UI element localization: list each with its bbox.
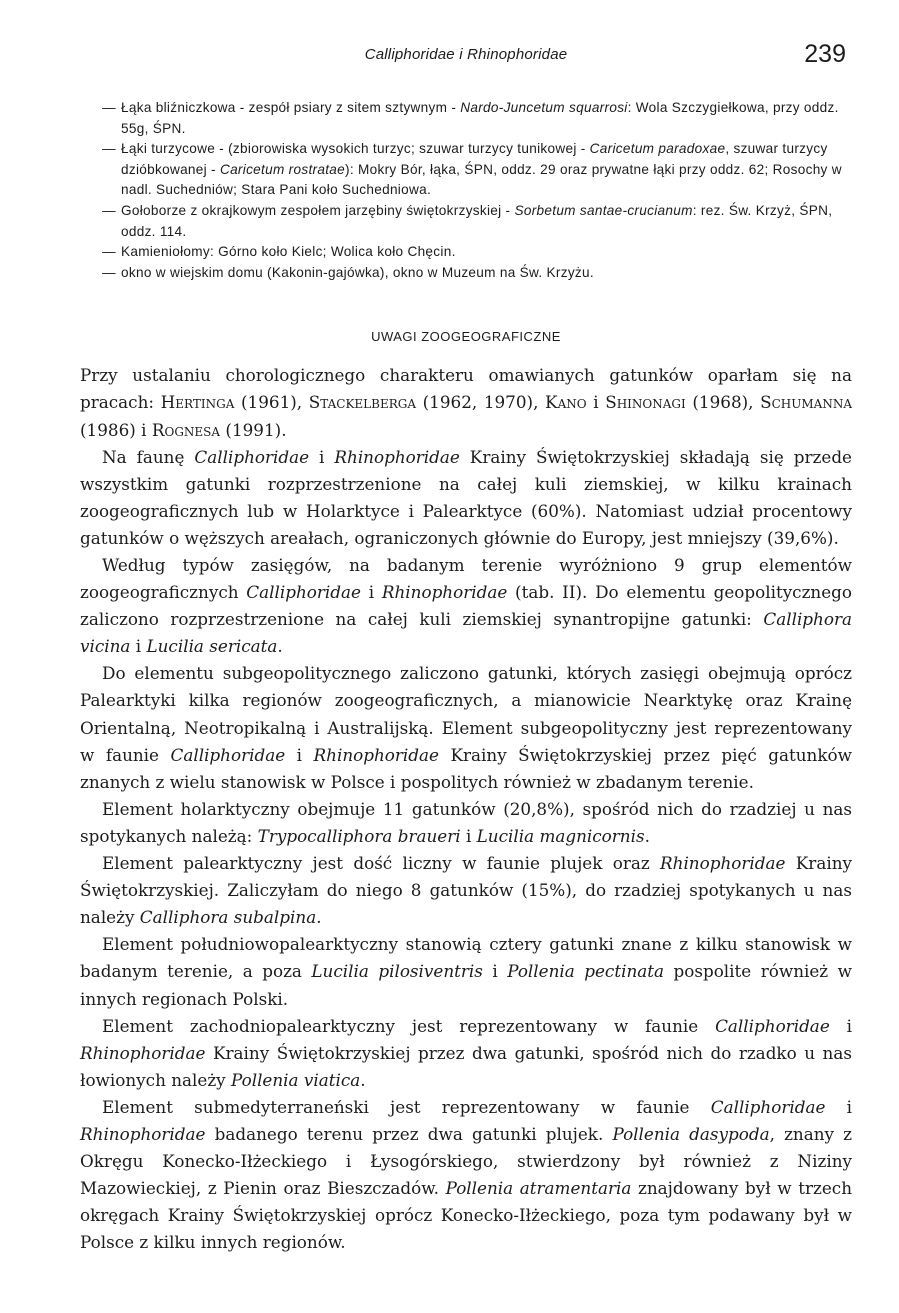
text-run: (1991). [220, 419, 287, 440]
text-run: Kamieniołomy: Górno koło Kielc; Wolica koło Chęcin. [121, 244, 456, 260]
taxon-name: Lucilia sericata [146, 636, 278, 657]
text-run: znajdowany był w trzech okręgach Krainy Świętokrzyskiej oprócz Konecko-Iłżeckiego, poza tym podawany był w Polsce z kilku innych regionów. [80, 1178, 852, 1253]
author-citation: Stackelberga [308, 392, 417, 413]
text-run: i [309, 446, 335, 467]
taxon-name: Caricetum rostratae [219, 161, 346, 177]
paragraph [80, 1094, 852, 1257]
book-page [80, 40, 852, 1256]
paragraph [80, 444, 852, 552]
author-citation: Rognesa [151, 419, 221, 440]
paragraph [80, 931, 852, 1012]
habitat-item [80, 263, 852, 284]
taxon-name: Calliphoridae [246, 582, 361, 603]
text-run: Gołoborze z okrajkowym zespołem jarzębiny świętokrzyskiej - [121, 202, 515, 218]
page-number: 239 [804, 40, 846, 68]
text-run: i [825, 1096, 853, 1117]
taxon-name: Calliphoridae [715, 1015, 830, 1036]
taxon-name: Sorbetum santae-crucianum [514, 202, 693, 218]
taxon-name: Pollenia atramentaria [445, 1178, 632, 1199]
text-run: i [360, 582, 382, 603]
paragraph [80, 1013, 852, 1094]
text-run: Na faunę [102, 446, 195, 467]
taxon-name: Trypocalliphora braueri [257, 825, 461, 846]
text-run: Do elementu subgeopolitycznego zaliczono gatunki, których zasięgi obejmują oprócz Palearktyki kilka regionów zoogeograficznych, a mianowicie Nearktykę oraz Krainę Orientalną, Neotropikalną i Australijską. Element subgeopolityczny jest reprezentowany w faunie [80, 663, 852, 765]
text-run: Krainy Świętokrzyskiej. Zaliczyłam do niego 8 gatunków (15%), do rzadziej spotykanych u nas należy [80, 853, 852, 928]
text-run: : rez. Św. Krzyż, ŚPN, oddz. 114. [121, 202, 833, 239]
text-run: (1986) i [80, 419, 152, 440]
text-run: i [285, 744, 314, 765]
text-run: Krainy Świętokrzyskiej przez pięć gatunków znanych z wielu stanowisk w Polsce i pospolitych również w zbadanym terenie. [80, 744, 852, 792]
text-run: , znany z Okręgu Konecko-Iłżeckiego i Łysogórskiego, stwierdzony był również z Niziny Mazowieckiej, z Pienin oraz Bieszczadów. [80, 1123, 852, 1199]
text-run: : Wola Szczygiełkowa, przy oddz. 55g, ŚPN. [121, 100, 839, 136]
taxon-name: Calliphoridae [194, 446, 310, 467]
text-run: Krainy Świętokrzyskiej przez dwa gatunki, spośród nich do rzadko u nas łowionych należy [80, 1042, 852, 1090]
taxon-name: Rhinophoridae [660, 853, 786, 874]
text-run: Krainy Świętokrzyskiej składają się przede wszystkim gatunki rozprzestrzenione na całej kuli ziemskiej, w kilku krainach zoogeograficznych lub w Holarktyce i Palearktyce (60%). Natomiast udział procentowy gatunków o węższych areałach, ograniczonych głównie do Europy, jest mniejszy (39,6%). [80, 446, 852, 548]
author-citation: Hertinga [160, 392, 235, 413]
text-run: Element holarktyczny obejmuje 11 gatunków (20,8%), spośród nich do rzadziej u nas spotykanych należą: [80, 798, 852, 846]
section-heading: UWAGI ZOOGEOGRAFICZNE [371, 329, 561, 345]
habitat-item [80, 98, 852, 139]
text-run: (1962, 1970), [416, 392, 546, 413]
text-run: i [130, 636, 147, 657]
paragraph [80, 660, 852, 795]
text-run: . [644, 825, 650, 846]
taxon-name: Calliphora vicina [80, 609, 852, 657]
taxon-name: Pollenia pectinata [507, 961, 665, 982]
running-title: Calliphoridae i Rhinophoridae [364, 46, 568, 63]
habitat-item [80, 139, 852, 201]
author-citation: Shinonagi [605, 392, 686, 413]
taxon-name: Calliphora subalpina [139, 907, 317, 928]
taxon-name: Lucilia magnicornis [476, 825, 645, 846]
taxon-name: Calliphoridae [710, 1096, 826, 1117]
text-run: Przy ustalaniu chorologicznego charakteru omawianych gatunków oparłam się na pracach: [80, 365, 852, 413]
text-run: . [277, 636, 283, 657]
text-run: i [482, 961, 508, 982]
taxon-name: Rhinophoridae [80, 1123, 206, 1144]
text-run: badanego terenu przez dwa gatunki plujek. [205, 1123, 613, 1144]
habitat-item [80, 242, 852, 263]
text-run: Łąki turzycowe - (zbiorowiska wysokich turzyc; szuwar turzycy tunikowej - [121, 141, 590, 157]
text-run: Element południowopalearktyczny stanowią cztery gatunki znane z kilku stanowisk w badanym terenie, a poza [80, 934, 852, 982]
author-citation: Schumanna [760, 392, 853, 413]
text-run: , szuwar turzycy dzióbkowanej - [121, 141, 828, 177]
text-run: Element zachodniopalearktyczny jest reprezentowany w faunie [102, 1015, 716, 1036]
taxon-name: Caricetum paradoxae [589, 141, 726, 157]
taxon-name: Pollenia viatica [230, 1069, 361, 1090]
text-run: . [316, 907, 322, 928]
habitat-list [80, 98, 852, 283]
taxon-name: Rhinophoridae [80, 1042, 206, 1063]
taxon-name: Nardo-Juncetum squarrosi [460, 100, 628, 115]
habitat-item [80, 201, 852, 242]
paragraph [80, 796, 852, 850]
text-run: i [586, 392, 606, 413]
paragraph [80, 552, 852, 660]
taxon-name: Lucilia pilosiventris [311, 961, 483, 982]
text-run: Według typów zasięgów, na badanym terenie wyróżniono 9 grup elementów zoogeograficznych [80, 555, 852, 603]
text-run: Element palearktyczny jest dość liczny w faunie plujek oraz [102, 853, 660, 874]
text-run: (1968), [685, 392, 761, 413]
paragraph [80, 362, 852, 443]
text-run: i [460, 825, 477, 846]
text-run: i [829, 1015, 852, 1036]
body-text [80, 362, 852, 1256]
text-run: Łąka bliźniczkowa - zespół psiary z sitem sztywnym - [121, 100, 461, 115]
text-run: (tab. II). Do elementu geopolitycznego zaliczono rozprzestrzenione na całej kuli ziemskiej synantropijne gatunki: [80, 582, 852, 630]
text-run: pospolite również w innych regionach Polski. [80, 961, 852, 1009]
paragraph [80, 850, 852, 931]
text-run: Element submedyterraneński jest reprezentowany w faunie [102, 1096, 711, 1117]
text-run: okno w wiejskim domu (Kakonin-gajówka), okno w Muzeum na Św. Krzyżu. [121, 264, 594, 280]
taxon-name: Calliphoridae [170, 744, 286, 765]
taxon-name: Rhinophoridae [313, 744, 439, 765]
taxon-name: Pollenia dasypoda [612, 1123, 770, 1144]
author-citation: Kano [545, 392, 587, 413]
taxon-name: Rhinophoridae [381, 582, 508, 603]
text-run: (1961), [234, 392, 309, 413]
text-run: . [360, 1069, 366, 1090]
page-header [80, 40, 852, 80]
text-run: ): Mokry Bór, łąka, ŚPN, oddz. 29 oraz prywatne łąki przy oddz. 62; Rosochy w nadl. Suchedniów; Stara Pani koło Suchedniowa. [121, 161, 842, 198]
taxon-name: Rhinophoridae [334, 446, 460, 467]
